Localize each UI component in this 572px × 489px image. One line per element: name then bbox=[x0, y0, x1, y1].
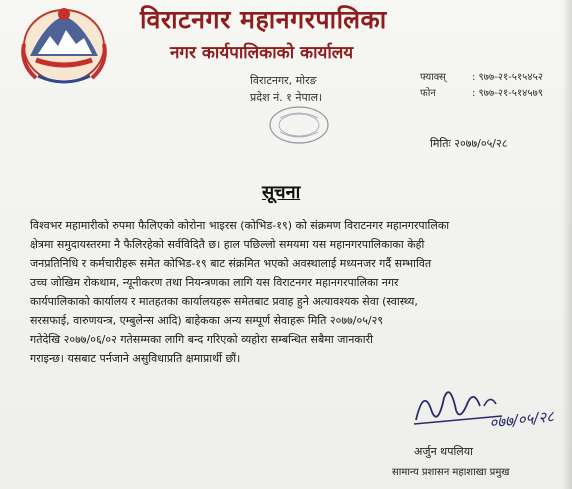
signature-date: ०७७/०५/२८ bbox=[488, 407, 555, 432]
notice-line: गराइन्छ। यसबाट पर्नजाने असुविधाप्रति क्षमाप्रार्थी छौं। bbox=[30, 352, 241, 365]
notice-line: कार्यपालिकाको कार्यालय र मातहतका कार्यालयहरू समेतबाट प्रवाह हुने अत्यावश्यक सेवा (स्वास्थ्य, bbox=[30, 295, 418, 308]
phone-value: : ९७७-२१-५१४५७९ bbox=[472, 88, 543, 99]
letter-date bbox=[430, 136, 507, 151]
date-value: २०७७/०५/२८ bbox=[454, 137, 508, 150]
phone-label: फोन bbox=[420, 88, 436, 99]
page-edge-shadow bbox=[562, 0, 572, 489]
fax-label: फ्याक्स् bbox=[420, 72, 446, 83]
date-label: मितिः bbox=[430, 137, 451, 150]
contact-block bbox=[420, 70, 543, 102]
office-address bbox=[250, 72, 322, 106]
notice-line: सरसफाई, वारुणयन्त्र, एम्बुलेन्स आदि) बाहेकका अन्य सम्पूर्ण सेवाहरू मिति २०७७/०५/२९ bbox=[30, 314, 384, 327]
fax-value: : ९७७-२१-५१५४५२ bbox=[472, 72, 543, 83]
address-line-province: प्रदेश नं. १ नेपाल। bbox=[250, 91, 323, 104]
phone-row bbox=[420, 86, 543, 102]
municipality-title: विराटनगर महानगरपालिका bbox=[140, 5, 387, 34]
notice-line: उच्च जोखिम रोकथाम, न्यूनीकरण तथा नियन्त्रणका लागि यस विराटनगर महानगरपालिका नगर bbox=[30, 276, 399, 289]
signer-post: सामान्य प्रशासन महाशाखा प्रमुख bbox=[392, 467, 510, 478]
nepal-government-emblem bbox=[16, 4, 112, 88]
notice-line: गतेदेखि २०७७/०६/०२ गतेसम्मका लागि बन्द गरिएको व्यहोरा सम्बन्धित सबैमा जानकारी bbox=[30, 333, 373, 346]
office-stamp bbox=[268, 104, 330, 146]
handwritten-signature bbox=[410, 376, 560, 436]
signer-name: अर्जुन थपलिया bbox=[414, 445, 473, 458]
address-line-city: विराटनगर, मोरङ bbox=[250, 74, 317, 87]
notice-body bbox=[30, 216, 550, 368]
notice-line: क्षेत्रमा समुदायस्तरमा नै फैलिरहेको सर्वविदितै छ। हाल पछिल्लो समयमा यस महानगरपालिकाका केही bbox=[30, 238, 425, 251]
notice-line: जनप्रतिनिधि र कर्मचारीहरू समेत कोभिड-१९ बाट संक्रमित भएको अवस्थालाई मध्यनजर गर्दै सम्भावित bbox=[30, 257, 432, 270]
fax-row bbox=[420, 70, 543, 86]
office-subtitle: नगर कार्यपालिकाको कार्यालय bbox=[170, 43, 354, 63]
notice-title: सूचना bbox=[262, 182, 301, 203]
notice-line: विश्वभर महामारीको रुपमा फैलिएको कोरोना भाइरस (कोभिड-१९) को संक्रमण विराटनगर महानगरपालिका bbox=[30, 219, 450, 232]
